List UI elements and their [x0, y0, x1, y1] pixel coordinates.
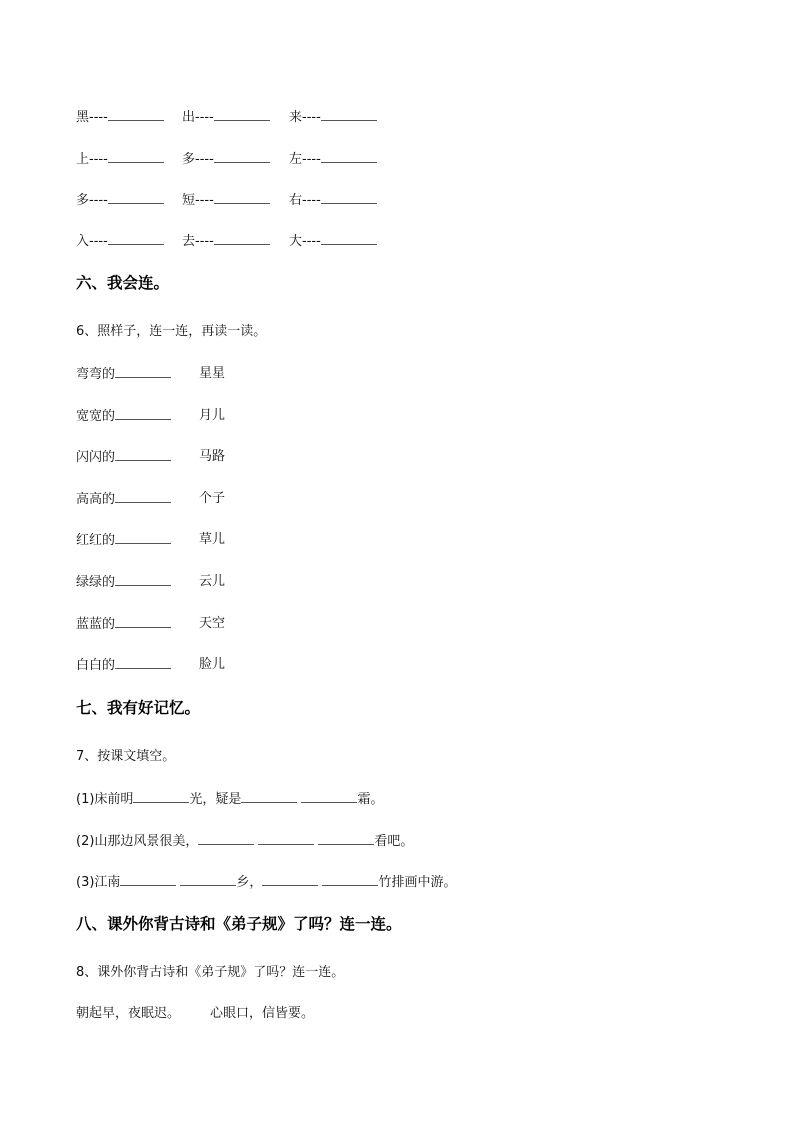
fill-text: (1)床前明	[76, 792, 134, 807]
section-6-question: 6、照样子，连一连，再读一读。	[76, 324, 267, 339]
matching-row	[76, 656, 276, 675]
matching-left-text: 红红的	[76, 533, 116, 548]
matching-row	[76, 615, 276, 634]
answer-blank[interactable]	[108, 232, 164, 245]
fill-item-2	[76, 832, 413, 851]
antonym-item	[182, 108, 270, 127]
antonym-dash: ----	[302, 193, 321, 208]
antonym-char: 上	[76, 152, 90, 167]
matching-right[interactable]: 星星	[199, 366, 226, 381]
answer-blank[interactable]	[214, 108, 270, 121]
matching-right[interactable]: 马路	[199, 449, 226, 464]
antonym-dash: ----	[89, 152, 108, 167]
matching-left-text: 闪闪的	[76, 450, 116, 465]
antonym-char: 多	[182, 152, 196, 167]
matching-left	[76, 407, 171, 426]
matching-row	[76, 448, 276, 467]
matching-left	[76, 365, 171, 384]
answer-blank[interactable]	[321, 232, 377, 245]
antonym-dash: ----	[302, 234, 321, 249]
section-6-heading: 六、我会连。	[76, 274, 170, 292]
antonym-dash: ----	[302, 110, 321, 125]
matching-right[interactable]: 月儿	[199, 408, 226, 423]
answer-blank[interactable]	[115, 448, 171, 461]
fill-text: 竹排画中游。	[378, 875, 457, 890]
matching-left	[76, 531, 171, 550]
antonym-item	[76, 232, 164, 251]
answer-blank[interactable]	[321, 150, 377, 163]
antonym-item	[182, 150, 270, 169]
answer-blank[interactable]	[214, 232, 270, 245]
answer-blank[interactable]	[318, 832, 374, 845]
answer-blank[interactable]	[115, 656, 171, 669]
matching-row	[76, 531, 276, 550]
answer-blank[interactable]	[214, 150, 270, 163]
answer-blank[interactable]	[120, 873, 176, 886]
section-8-question: 8、课外你背古诗和《弟子规》了吗？连一连。	[76, 965, 345, 980]
antonym-item	[182, 232, 270, 251]
answer-blank[interactable]	[301, 790, 357, 803]
answer-blank[interactable]	[115, 531, 171, 544]
antonym-dash: ----	[89, 193, 108, 208]
antonym-char: 去	[182, 234, 196, 249]
answer-blank[interactable]	[115, 615, 171, 628]
matching-left-text: 高高的	[76, 492, 116, 507]
antonym-char: 来	[289, 110, 303, 125]
antonym-item	[289, 150, 377, 169]
antonym-dash: ----	[195, 110, 214, 125]
matching-row	[76, 573, 276, 592]
antonym-item	[76, 191, 164, 210]
antonym-item	[289, 191, 377, 210]
matching-left	[76, 448, 171, 467]
fill-text: 光，疑是	[189, 792, 242, 807]
matching-left	[76, 490, 171, 509]
matching-left	[76, 615, 171, 634]
antonym-char: 右	[289, 193, 303, 208]
antonym-dash: ----	[195, 193, 214, 208]
antonym-char: 大	[289, 234, 303, 249]
answer-blank[interactable]	[108, 191, 164, 204]
antonym-char: 左	[289, 152, 303, 167]
matching-row	[76, 407, 276, 426]
section-7-heading: 七、我有好记忆。	[76, 699, 201, 717]
matching-row	[76, 490, 276, 509]
answer-blank[interactable]	[115, 407, 171, 420]
matching-left	[76, 573, 171, 592]
matching-right[interactable]: 脸儿	[199, 657, 226, 672]
matching-left-text: 蓝蓝的	[76, 617, 116, 632]
antonym-row	[0, 191, 793, 209]
antonym-item	[76, 150, 164, 169]
matching-left-text: 宽宽的	[76, 409, 116, 424]
antonym-dash: ----	[89, 110, 108, 125]
antonym-dash: ----	[195, 234, 214, 249]
answer-blank[interactable]	[262, 873, 318, 886]
poem-line-right[interactable]: 心眼口，信皆要。	[210, 1006, 315, 1021]
matching-right[interactable]: 云儿	[199, 574, 226, 589]
answer-blank[interactable]	[115, 490, 171, 503]
fill-text: 看吧。	[374, 834, 414, 849]
answer-blank[interactable]	[322, 873, 378, 886]
answer-blank[interactable]	[321, 191, 377, 204]
answer-blank[interactable]	[133, 790, 189, 803]
antonym-item	[289, 232, 377, 251]
answer-blank[interactable]	[180, 873, 236, 886]
fill-item-1	[76, 790, 383, 809]
answer-blank[interactable]	[198, 832, 254, 845]
antonym-char: 短	[182, 193, 196, 208]
antonym-char: 出	[182, 110, 196, 125]
antonym-dash: ----	[195, 152, 214, 167]
fill-text: (3)江南	[76, 875, 121, 890]
answer-blank[interactable]	[108, 108, 164, 121]
answer-blank[interactable]	[241, 790, 297, 803]
antonym-dash: ----	[302, 152, 321, 167]
antonym-item	[182, 191, 270, 210]
matching-left-text: 绿绿的	[76, 575, 116, 590]
matching-left	[76, 656, 171, 675]
antonym-row	[0, 150, 793, 168]
matching-right[interactable]: 天空	[199, 616, 226, 631]
section-7-question: 7、按课文填空。	[76, 749, 176, 764]
matching-right[interactable]: 个子	[199, 491, 226, 506]
matching-right[interactable]: 草儿	[199, 532, 226, 547]
antonym-item	[76, 108, 164, 127]
antonym-row	[0, 232, 793, 250]
fill-text: 乡，	[236, 875, 263, 890]
fill-text: 霜。	[357, 792, 384, 807]
fill-item-3	[76, 873, 456, 892]
matching-left-text: 弯弯的	[76, 367, 116, 382]
antonym-item	[289, 108, 377, 127]
answer-blank[interactable]	[115, 573, 171, 586]
poem-line-row	[76, 1005, 314, 1023]
answer-blank[interactable]	[214, 191, 270, 204]
fill-text: (2)山那边风景很美，	[76, 834, 199, 849]
antonym-char: 多	[76, 193, 90, 208]
answer-blank[interactable]	[108, 150, 164, 163]
poem-line-left[interactable]: 朝起早，夜眠迟。	[76, 1006, 181, 1021]
matching-left-text: 白白的	[76, 658, 116, 673]
section-8-heading: 八、课外你背古诗和《弟子规》了吗？连一连。	[76, 915, 402, 933]
answer-blank[interactable]	[115, 365, 171, 378]
antonym-row	[0, 108, 793, 126]
matching-row	[76, 365, 276, 384]
antonym-char: 入	[76, 234, 90, 249]
answer-blank[interactable]	[321, 108, 377, 121]
antonym-char: 黑	[76, 110, 90, 125]
answer-blank[interactable]	[258, 832, 314, 845]
antonym-dash: ----	[89, 234, 108, 249]
